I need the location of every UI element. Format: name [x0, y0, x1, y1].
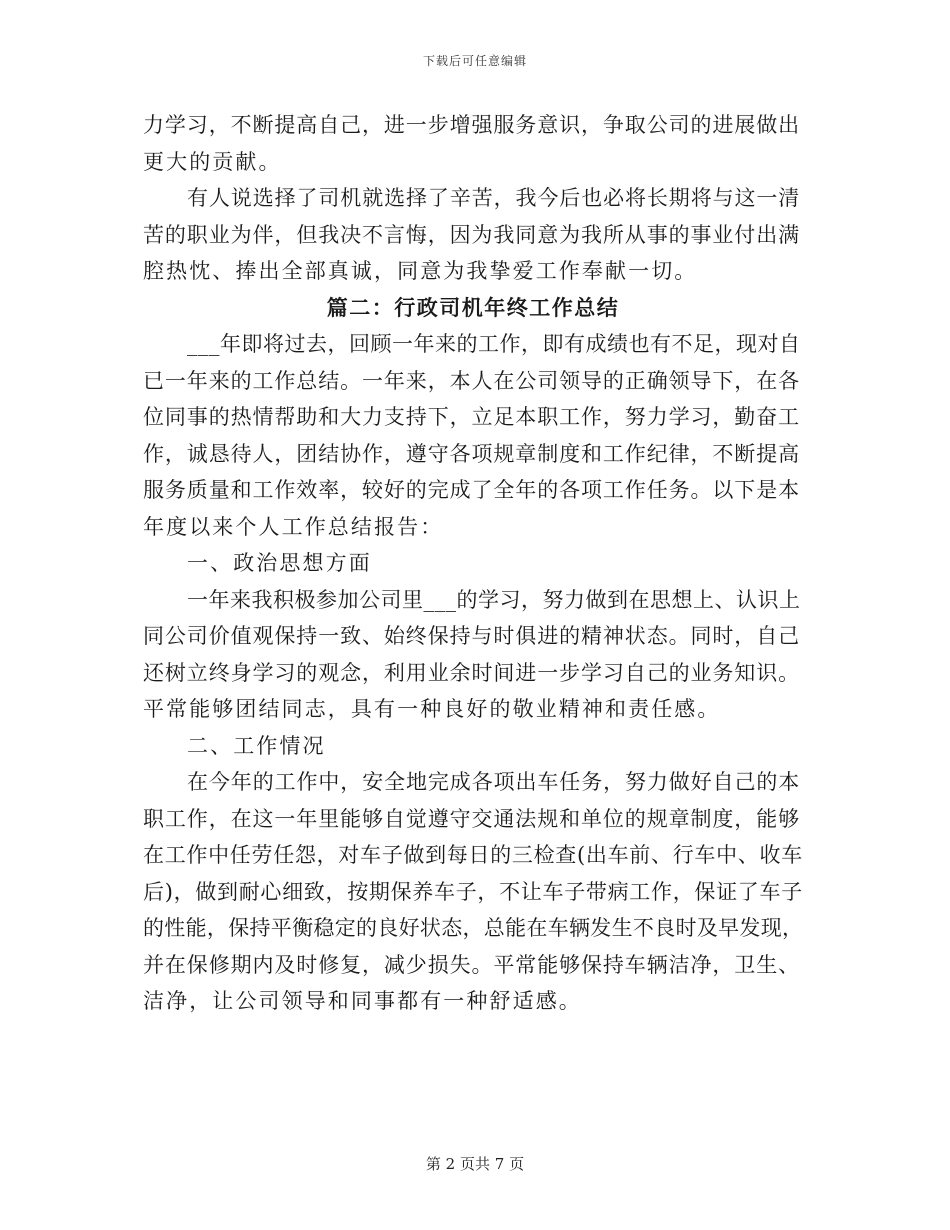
text-line: 年度以来个人工作总结报告：: [143, 514, 444, 539]
text-line: 一年来我积极参加公司里___的学习，努力做到在思想上、认识上: [187, 587, 801, 612]
text-line: 力学习，不断提高自己，进一步增强服务意识，争取公司的进展做出: [143, 113, 800, 137]
text-line: 二、工作情况: [187, 733, 326, 758]
text-line: 一、政治思想方面: [187, 551, 372, 575]
text-line: 后)，做到耐心细致，按期保养车子，不让车子带病工作，保证了车子: [143, 879, 803, 904]
text-line: 同公司价值观保持一致、始终保持与时俱进的精神状态。同时，自己: [143, 624, 800, 648]
document-body: [143, 107, 803, 1020]
text-line: 的性能，保持平衡稳定的良好状态，总能在车辆发生不良时及早发现，: [143, 916, 804, 940]
text-line: 在工作中任劳任怨，对车子做到每日的三检查(出车前、行车中、收车: [143, 843, 803, 867]
text-line: 洁净，让公司领导和同事都有一种舒适感。: [143, 989, 582, 1013]
text-line: 位同事的热情帮助和大力支持下，立足本职工作，努力学习，勤奋工: [143, 405, 800, 429]
text-line: 还树立终身学习的观念，利用业余时间进一步学习自己的业务知识。: [143, 660, 800, 685]
text-line: ___年即将过去，回顾一年来的工作，即有成绩也有不足，现对自: [187, 332, 801, 356]
text-line: 腔热忱、捧出全部真诚，同意为我挚爱工作奉献一切。: [143, 259, 698, 283]
header-note: 下载后可任意编辑: [422, 54, 527, 68]
page-footer: 第 2 页共 7 页: [425, 1155, 525, 1173]
text-line: 服务质量和工作效率，较好的完成了全年的各项工作任务。以下是本: [143, 478, 800, 502]
text-line: 平常能够团结同志，具有一种良好的敬业精神和责任感。: [143, 697, 721, 721]
section-heading: 篇二：行政司机年终工作总结: [326, 294, 620, 320]
text-line: 苦的职业为伴，但我决不言悔，因为我同意为我所从事的事业付出满: [143, 222, 800, 247]
text-line: 作，诚恳待人，团结协作，遵守各项规章制度和工作纪律，不断提高: [143, 441, 800, 466]
text-line: 更大的贡献。: [143, 149, 282, 174]
text-line: 有人说选择了司机就选择了辛苦，我今后也必将长期将与这一清: [187, 186, 801, 210]
text-line: 并在保修期内及时修复，减少损失。平常能够保持车辆洁净，卫生、: [143, 952, 800, 977]
text-line: 已一年来的工作总结。一年来，本人在公司领导的正确领导下，在各: [143, 368, 800, 393]
text-line: 在今年的工作中，安全地完成各项出车任务，努力做好自己的本: [187, 770, 801, 794]
text-line: 职工作，在这一年里能够自觉遵守交通法规和单位的规章制度，能够: [143, 806, 800, 831]
